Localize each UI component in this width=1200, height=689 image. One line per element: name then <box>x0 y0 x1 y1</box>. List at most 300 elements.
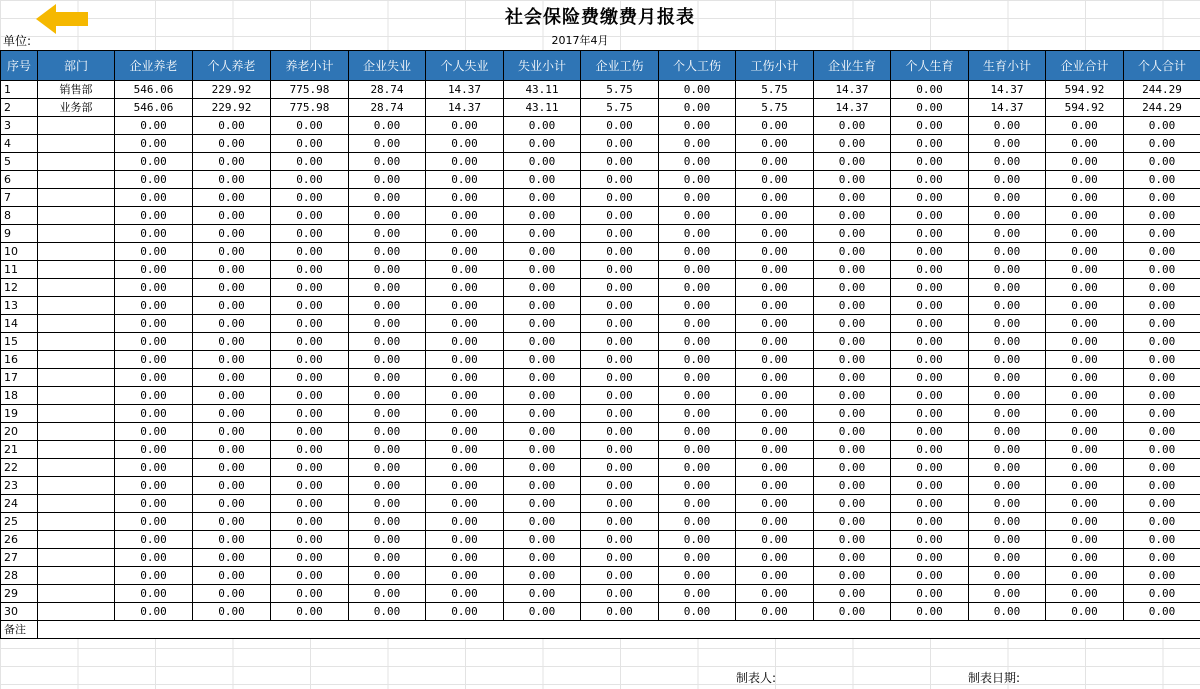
row-index-cell[interactable]: 10 <box>1 243 38 261</box>
value-cell[interactable]: 0.00 <box>891 351 969 369</box>
value-cell[interactable]: 0.00 <box>659 189 736 207</box>
value-cell[interactable]: 0.00 <box>1046 189 1124 207</box>
value-cell[interactable]: 0.00 <box>659 99 736 117</box>
value-cell[interactable]: 0.00 <box>193 459 271 477</box>
value-cell[interactable]: 0.00 <box>115 243 193 261</box>
value-cell[interactable]: 0.00 <box>1124 297 1200 315</box>
value-cell[interactable]: 0.00 <box>349 243 426 261</box>
value-cell[interactable]: 0.00 <box>1124 171 1200 189</box>
value-cell[interactable]: 0.00 <box>271 117 349 135</box>
department-cell[interactable] <box>38 279 115 297</box>
row-index-cell[interactable]: 4 <box>1 135 38 153</box>
row-index-cell[interactable]: 29 <box>1 585 38 603</box>
value-cell[interactable]: 0.00 <box>814 477 891 495</box>
value-cell[interactable]: 0.00 <box>115 549 193 567</box>
department-cell[interactable] <box>38 189 115 207</box>
department-cell[interactable] <box>38 297 115 315</box>
value-cell[interactable]: 0.00 <box>969 333 1046 351</box>
value-cell[interactable]: 0.00 <box>504 495 581 513</box>
value-cell[interactable]: 0.00 <box>891 405 969 423</box>
value-cell[interactable]: 0.00 <box>271 333 349 351</box>
value-cell[interactable]: 0.00 <box>193 387 271 405</box>
value-cell[interactable]: 0.00 <box>969 153 1046 171</box>
value-cell[interactable]: 0.00 <box>1046 297 1124 315</box>
column-header[interactable]: 个人工伤 <box>659 51 736 81</box>
value-cell[interactable]: 0.00 <box>659 297 736 315</box>
value-cell[interactable]: 0.00 <box>1124 351 1200 369</box>
value-cell[interactable]: 0.00 <box>891 387 969 405</box>
value-cell[interactable]: 0.00 <box>969 315 1046 333</box>
value-cell[interactable]: 0.00 <box>581 369 659 387</box>
value-cell[interactable]: 0.00 <box>349 189 426 207</box>
value-cell[interactable]: 0.00 <box>969 531 1046 549</box>
value-cell[interactable]: 0.00 <box>1124 549 1200 567</box>
value-cell[interactable]: 546.06 <box>115 99 193 117</box>
value-cell[interactable]: 0.00 <box>271 369 349 387</box>
department-cell[interactable] <box>38 423 115 441</box>
value-cell[interactable]: 0.00 <box>1124 585 1200 603</box>
department-cell[interactable] <box>38 261 115 279</box>
value-cell[interactable]: 0.00 <box>1124 567 1200 585</box>
value-cell[interactable]: 0.00 <box>659 513 736 531</box>
value-cell[interactable]: 0.00 <box>115 585 193 603</box>
column-header[interactable]: 个人合计 <box>1124 51 1200 81</box>
value-cell[interactable]: 0.00 <box>426 459 504 477</box>
department-cell[interactable] <box>38 315 115 333</box>
value-cell[interactable]: 0.00 <box>1046 279 1124 297</box>
value-cell[interactable]: 0.00 <box>115 189 193 207</box>
value-cell[interactable]: 0.00 <box>581 261 659 279</box>
value-cell[interactable]: 0.00 <box>115 117 193 135</box>
value-cell[interactable]: 0.00 <box>349 333 426 351</box>
value-cell[interactable]: 0.00 <box>193 531 271 549</box>
value-cell[interactable]: 0.00 <box>969 243 1046 261</box>
value-cell[interactable]: 0.00 <box>814 549 891 567</box>
value-cell[interactable]: 0.00 <box>659 423 736 441</box>
column-header[interactable]: 生育小计 <box>969 51 1046 81</box>
value-cell[interactable]: 0.00 <box>349 279 426 297</box>
department-cell[interactable] <box>38 513 115 531</box>
value-cell[interactable]: 0.00 <box>426 423 504 441</box>
row-index-cell[interactable]: 1 <box>1 81 38 99</box>
value-cell[interactable]: 0.00 <box>814 261 891 279</box>
value-cell[interactable]: 0.00 <box>349 459 426 477</box>
department-cell[interactable] <box>38 351 115 369</box>
value-cell[interactable]: 0.00 <box>115 531 193 549</box>
value-cell[interactable]: 0.00 <box>581 153 659 171</box>
value-cell[interactable]: 0.00 <box>193 333 271 351</box>
value-cell[interactable]: 0.00 <box>349 603 426 621</box>
row-index-cell[interactable]: 24 <box>1 495 38 513</box>
value-cell[interactable]: 0.00 <box>891 117 969 135</box>
column-header[interactable]: 企业失业 <box>349 51 426 81</box>
department-cell[interactable] <box>38 153 115 171</box>
value-cell[interactable]: 0.00 <box>659 387 736 405</box>
value-cell[interactable]: 0.00 <box>193 315 271 333</box>
value-cell[interactable]: 0.00 <box>814 297 891 315</box>
value-cell[interactable]: 0.00 <box>1124 261 1200 279</box>
value-cell[interactable]: 0.00 <box>349 297 426 315</box>
column-header[interactable]: 部门 <box>38 51 115 81</box>
value-cell[interactable]: 0.00 <box>891 477 969 495</box>
value-cell[interactable]: 0.00 <box>581 603 659 621</box>
value-cell[interactable]: 0.00 <box>659 207 736 225</box>
value-cell[interactable]: 0.00 <box>736 135 814 153</box>
value-cell[interactable]: 0.00 <box>659 477 736 495</box>
value-cell[interactable]: 0.00 <box>193 405 271 423</box>
value-cell[interactable]: 0.00 <box>891 585 969 603</box>
value-cell[interactable]: 0.00 <box>814 369 891 387</box>
value-cell[interactable]: 0.00 <box>504 549 581 567</box>
row-index-cell[interactable]: 22 <box>1 459 38 477</box>
value-cell[interactable]: 0.00 <box>736 153 814 171</box>
column-header[interactable]: 失业小计 <box>504 51 581 81</box>
value-cell[interactable]: 0.00 <box>891 261 969 279</box>
value-cell[interactable]: 0.00 <box>271 315 349 333</box>
value-cell[interactable]: 0.00 <box>426 549 504 567</box>
row-index-cell[interactable]: 7 <box>1 189 38 207</box>
department-cell[interactable] <box>38 495 115 513</box>
value-cell[interactable]: 0.00 <box>193 603 271 621</box>
value-cell[interactable]: 0.00 <box>659 531 736 549</box>
value-cell[interactable]: 0.00 <box>271 261 349 279</box>
value-cell[interactable]: 0.00 <box>736 423 814 441</box>
value-cell[interactable]: 0.00 <box>1046 495 1124 513</box>
value-cell[interactable]: 0.00 <box>581 459 659 477</box>
value-cell[interactable]: 0.00 <box>349 135 426 153</box>
value-cell[interactable]: 0.00 <box>1046 117 1124 135</box>
row-index-cell[interactable]: 18 <box>1 387 38 405</box>
value-cell[interactable]: 0.00 <box>969 513 1046 531</box>
value-cell[interactable]: 0.00 <box>1046 477 1124 495</box>
value-cell[interactable]: 0.00 <box>1046 387 1124 405</box>
value-cell[interactable]: 0.00 <box>736 351 814 369</box>
value-cell[interactable]: 594.92 <box>1046 99 1124 117</box>
department-cell[interactable]: 业务部 <box>38 99 115 117</box>
row-index-cell[interactable]: 17 <box>1 369 38 387</box>
row-index-cell[interactable]: 12 <box>1 279 38 297</box>
value-cell[interactable]: 0.00 <box>504 531 581 549</box>
value-cell[interactable]: 0.00 <box>814 117 891 135</box>
value-cell[interactable]: 0.00 <box>193 225 271 243</box>
value-cell[interactable]: 0.00 <box>581 441 659 459</box>
value-cell[interactable]: 0.00 <box>504 315 581 333</box>
value-cell[interactable]: 14.37 <box>814 81 891 99</box>
column-header[interactable]: 个人失业 <box>426 51 504 81</box>
value-cell[interactable]: 0.00 <box>1046 315 1124 333</box>
value-cell[interactable]: 0.00 <box>504 243 581 261</box>
row-index-cell[interactable]: 5 <box>1 153 38 171</box>
value-cell[interactable]: 0.00 <box>814 531 891 549</box>
value-cell[interactable]: 0.00 <box>115 333 193 351</box>
value-cell[interactable]: 0.00 <box>1046 225 1124 243</box>
value-cell[interactable]: 0.00 <box>504 405 581 423</box>
value-cell[interactable]: 0.00 <box>736 315 814 333</box>
value-cell[interactable]: 0.00 <box>659 351 736 369</box>
value-cell[interactable]: 0.00 <box>659 315 736 333</box>
value-cell[interactable]: 0.00 <box>426 531 504 549</box>
value-cell[interactable]: 0.00 <box>271 513 349 531</box>
value-cell[interactable]: 0.00 <box>426 567 504 585</box>
value-cell[interactable]: 0.00 <box>736 369 814 387</box>
value-cell[interactable]: 0.00 <box>271 585 349 603</box>
column-header[interactable]: 企业生育 <box>814 51 891 81</box>
value-cell[interactable]: 0.00 <box>736 495 814 513</box>
value-cell[interactable]: 0.00 <box>891 153 969 171</box>
value-cell[interactable]: 0.00 <box>193 171 271 189</box>
value-cell[interactable]: 0.00 <box>581 549 659 567</box>
row-index-cell[interactable]: 30 <box>1 603 38 621</box>
value-cell[interactable]: 0.00 <box>969 225 1046 243</box>
value-cell[interactable]: 0.00 <box>891 333 969 351</box>
value-cell[interactable]: 0.00 <box>349 117 426 135</box>
value-cell[interactable]: 0.00 <box>736 603 814 621</box>
value-cell[interactable]: 0.00 <box>1046 531 1124 549</box>
value-cell[interactable]: 0.00 <box>736 405 814 423</box>
value-cell[interactable]: 0.00 <box>115 423 193 441</box>
value-cell[interactable]: 0.00 <box>271 495 349 513</box>
value-cell[interactable]: 0.00 <box>1046 171 1124 189</box>
value-cell[interactable]: 0.00 <box>193 297 271 315</box>
value-cell[interactable]: 0.00 <box>115 513 193 531</box>
value-cell[interactable]: 0.00 <box>115 225 193 243</box>
value-cell[interactable]: 0.00 <box>659 603 736 621</box>
row-index-cell[interactable]: 19 <box>1 405 38 423</box>
value-cell[interactable]: 0.00 <box>271 423 349 441</box>
value-cell[interactable]: 0.00 <box>1046 603 1124 621</box>
value-cell[interactable]: 0.00 <box>271 477 349 495</box>
value-cell[interactable]: 0.00 <box>426 495 504 513</box>
value-cell[interactable]: 0.00 <box>581 405 659 423</box>
value-cell[interactable]: 0.00 <box>581 333 659 351</box>
value-cell[interactable]: 0.00 <box>1124 153 1200 171</box>
value-cell[interactable]: 0.00 <box>193 441 271 459</box>
value-cell[interactable]: 0.00 <box>271 279 349 297</box>
value-cell[interactable]: 0.00 <box>736 477 814 495</box>
value-cell[interactable]: 775.98 <box>271 81 349 99</box>
value-cell[interactable]: 0.00 <box>1046 549 1124 567</box>
value-cell[interactable]: 0.00 <box>1124 369 1200 387</box>
value-cell[interactable]: 0.00 <box>891 495 969 513</box>
value-cell[interactable]: 0.00 <box>115 261 193 279</box>
value-cell[interactable]: 0.00 <box>426 441 504 459</box>
value-cell[interactable]: 0.00 <box>1046 513 1124 531</box>
value-cell[interactable]: 0.00 <box>969 297 1046 315</box>
value-cell[interactable]: 0.00 <box>659 81 736 99</box>
value-cell[interactable]: 0.00 <box>581 423 659 441</box>
value-cell[interactable]: 0.00 <box>581 207 659 225</box>
row-index-cell[interactable]: 14 <box>1 315 38 333</box>
value-cell[interactable]: 0.00 <box>891 567 969 585</box>
value-cell[interactable]: 0.00 <box>193 477 271 495</box>
value-cell[interactable]: 0.00 <box>115 135 193 153</box>
value-cell[interactable]: 0.00 <box>426 369 504 387</box>
value-cell[interactable]: 0.00 <box>115 351 193 369</box>
value-cell[interactable]: 0.00 <box>891 135 969 153</box>
value-cell[interactable]: 0.00 <box>1046 369 1124 387</box>
value-cell[interactable]: 0.00 <box>1046 405 1124 423</box>
value-cell[interactable]: 0.00 <box>1124 531 1200 549</box>
value-cell[interactable]: 0.00 <box>814 387 891 405</box>
value-cell[interactable]: 244.29 <box>1124 81 1200 99</box>
value-cell[interactable]: 0.00 <box>891 531 969 549</box>
department-cell[interactable] <box>38 459 115 477</box>
value-cell[interactable]: 14.37 <box>814 99 891 117</box>
row-index-cell[interactable]: 26 <box>1 531 38 549</box>
value-cell[interactable]: 0.00 <box>1124 603 1200 621</box>
value-cell[interactable]: 0.00 <box>349 261 426 279</box>
value-cell[interactable]: 0.00 <box>1046 135 1124 153</box>
value-cell[interactable]: 28.74 <box>349 81 426 99</box>
value-cell[interactable]: 0.00 <box>193 189 271 207</box>
value-cell[interactable]: 0.00 <box>1124 207 1200 225</box>
row-index-cell[interactable]: 20 <box>1 423 38 441</box>
value-cell[interactable]: 0.00 <box>1124 405 1200 423</box>
value-cell[interactable]: 0.00 <box>736 531 814 549</box>
value-cell[interactable]: 0.00 <box>349 441 426 459</box>
value-cell[interactable]: 0.00 <box>891 459 969 477</box>
value-cell[interactable]: 0.00 <box>426 261 504 279</box>
value-cell[interactable]: 0.00 <box>659 279 736 297</box>
value-cell[interactable]: 0.00 <box>1046 423 1124 441</box>
value-cell[interactable]: 0.00 <box>426 297 504 315</box>
value-cell[interactable]: 0.00 <box>193 567 271 585</box>
department-cell[interactable] <box>38 117 115 135</box>
value-cell[interactable]: 0.00 <box>426 243 504 261</box>
value-cell[interactable]: 0.00 <box>504 477 581 495</box>
value-cell[interactable]: 0.00 <box>891 603 969 621</box>
value-cell[interactable]: 0.00 <box>504 333 581 351</box>
value-cell[interactable]: 0.00 <box>349 225 426 243</box>
value-cell[interactable]: 0.00 <box>504 423 581 441</box>
value-cell[interactable]: 43.11 <box>504 81 581 99</box>
value-cell[interactable]: 0.00 <box>659 117 736 135</box>
value-cell[interactable]: 0.00 <box>504 351 581 369</box>
value-cell[interactable]: 0.00 <box>659 171 736 189</box>
value-cell[interactable]: 0.00 <box>736 297 814 315</box>
value-cell[interactable]: 0.00 <box>1046 441 1124 459</box>
value-cell[interactable]: 0.00 <box>736 207 814 225</box>
value-cell[interactable]: 0.00 <box>891 549 969 567</box>
value-cell[interactable]: 0.00 <box>271 189 349 207</box>
value-cell[interactable]: 0.00 <box>426 279 504 297</box>
row-index-cell[interactable]: 27 <box>1 549 38 567</box>
value-cell[interactable]: 0.00 <box>814 243 891 261</box>
value-cell[interactable]: 0.00 <box>426 603 504 621</box>
value-cell[interactable]: 0.00 <box>349 549 426 567</box>
value-cell[interactable]: 0.00 <box>426 315 504 333</box>
department-cell[interactable] <box>38 567 115 585</box>
value-cell[interactable]: 0.00 <box>659 549 736 567</box>
value-cell[interactable]: 0.00 <box>271 459 349 477</box>
value-cell[interactable]: 0.00 <box>1124 189 1200 207</box>
value-cell[interactable]: 0.00 <box>115 441 193 459</box>
value-cell[interactable]: 0.00 <box>271 603 349 621</box>
value-cell[interactable]: 0.00 <box>349 531 426 549</box>
value-cell[interactable]: 0.00 <box>504 441 581 459</box>
value-cell[interactable]: 0.00 <box>504 153 581 171</box>
value-cell[interactable]: 0.00 <box>736 225 814 243</box>
value-cell[interactable]: 0.00 <box>271 549 349 567</box>
row-index-cell[interactable]: 21 <box>1 441 38 459</box>
value-cell[interactable]: 0.00 <box>891 513 969 531</box>
value-cell[interactable]: 0.00 <box>814 405 891 423</box>
value-cell[interactable]: 0.00 <box>271 567 349 585</box>
department-cell[interactable] <box>38 549 115 567</box>
value-cell[interactable]: 0.00 <box>426 477 504 495</box>
value-cell[interactable]: 0.00 <box>1124 387 1200 405</box>
value-cell[interactable]: 0.00 <box>736 549 814 567</box>
value-cell[interactable]: 0.00 <box>115 369 193 387</box>
value-cell[interactable]: 0.00 <box>271 207 349 225</box>
value-cell[interactable]: 0.00 <box>271 243 349 261</box>
value-cell[interactable]: 0.00 <box>659 585 736 603</box>
column-header[interactable]: 企业工伤 <box>581 51 659 81</box>
value-cell[interactable]: 0.00 <box>271 441 349 459</box>
value-cell[interactable]: 0.00 <box>349 369 426 387</box>
value-cell[interactable]: 0.00 <box>736 243 814 261</box>
value-cell[interactable]: 0.00 <box>814 153 891 171</box>
value-cell[interactable]: 0.00 <box>1124 117 1200 135</box>
department-cell[interactable] <box>38 603 115 621</box>
value-cell[interactable]: 0.00 <box>814 441 891 459</box>
value-cell[interactable]: 0.00 <box>581 477 659 495</box>
value-cell[interactable]: 0.00 <box>115 459 193 477</box>
value-cell[interactable]: 0.00 <box>1124 513 1200 531</box>
value-cell[interactable]: 0.00 <box>426 171 504 189</box>
department-cell[interactable] <box>38 405 115 423</box>
value-cell[interactable]: 229.92 <box>193 81 271 99</box>
value-cell[interactable]: 0.00 <box>891 207 969 225</box>
value-cell[interactable]: 0.00 <box>115 279 193 297</box>
value-cell[interactable]: 0.00 <box>271 405 349 423</box>
value-cell[interactable]: 0.00 <box>891 315 969 333</box>
value-cell[interactable]: 0.00 <box>1124 495 1200 513</box>
value-cell[interactable]: 0.00 <box>969 189 1046 207</box>
value-cell[interactable]: 0.00 <box>504 261 581 279</box>
value-cell[interactable]: 0.00 <box>504 189 581 207</box>
value-cell[interactable]: 0.00 <box>659 243 736 261</box>
value-cell[interactable]: 0.00 <box>969 495 1046 513</box>
value-cell[interactable]: 0.00 <box>659 225 736 243</box>
value-cell[interactable]: 0.00 <box>115 297 193 315</box>
value-cell[interactable]: 0.00 <box>736 585 814 603</box>
value-cell[interactable]: 0.00 <box>271 135 349 153</box>
value-cell[interactable]: 0.00 <box>504 135 581 153</box>
value-cell[interactable]: 0.00 <box>969 423 1046 441</box>
value-cell[interactable]: 0.00 <box>736 567 814 585</box>
value-cell[interactable]: 0.00 <box>349 351 426 369</box>
value-cell[interactable]: 0.00 <box>271 297 349 315</box>
value-cell[interactable]: 0.00 <box>271 153 349 171</box>
value-cell[interactable]: 0.00 <box>581 117 659 135</box>
value-cell[interactable]: 0.00 <box>581 189 659 207</box>
column-header[interactable]: 序号 <box>1 51 38 81</box>
row-index-cell[interactable]: 3 <box>1 117 38 135</box>
value-cell[interactable]: 0.00 <box>891 423 969 441</box>
value-cell[interactable]: 0.00 <box>814 189 891 207</box>
value-cell[interactable]: 0.00 <box>891 99 969 117</box>
value-cell[interactable]: 0.00 <box>1046 333 1124 351</box>
value-cell[interactable]: 0.00 <box>1046 207 1124 225</box>
value-cell[interactable]: 0.00 <box>193 117 271 135</box>
value-cell[interactable]: 0.00 <box>115 153 193 171</box>
column-header[interactable]: 个人生育 <box>891 51 969 81</box>
value-cell[interactable]: 0.00 <box>1124 225 1200 243</box>
value-cell[interactable]: 594.92 <box>1046 81 1124 99</box>
value-cell[interactable]: 0.00 <box>969 585 1046 603</box>
row-index-cell[interactable]: 16 <box>1 351 38 369</box>
